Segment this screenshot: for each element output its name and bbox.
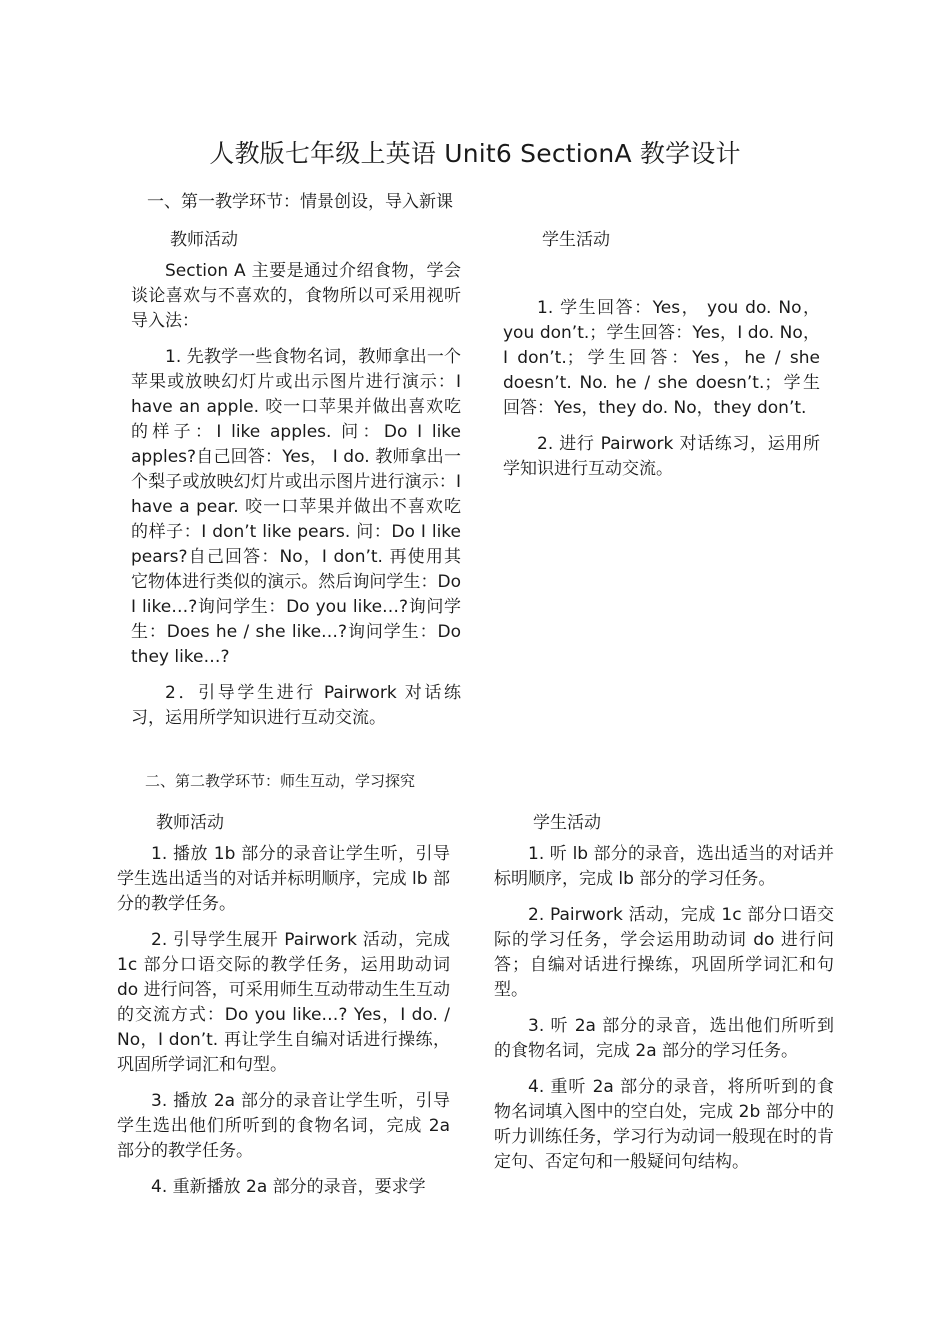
section1-student-label: 学生活动 (542, 230, 610, 250)
section1-teacher-paragraph: Section A 主要是通过介绍食物，学会谈论喜欢与不喜欢的，食物所以可采用视听导入法： (131, 261, 461, 331)
section2-student-column (494, 842, 834, 1175)
section1-teacher-paragraph: 2．引导学生进行 Pairwork 对话练习，运用所学知识进行互动交流。 (131, 683, 461, 728)
section2-student-paragraph: 1. 听 lb 部分的录音，选出适当的对话并标明顺序，完成 lb 部分的学习任务。 (494, 844, 834, 889)
section2-student-paragraph: 2. Pairwork 活动，完成 1c 部分口语交际的学习任务，学会运用助动词 do 进行问答；自编对话进行操练，巩固所学词汇和句型。 (494, 905, 834, 1000)
section1-heading: 一、第一教学环节：情景创设，导入新课 (147, 192, 453, 212)
section1-teacher-column (131, 259, 461, 731)
section1-teacher-paragraph: 1. 先教学一些食物名词，教师拿出一个苹果或放映幻灯片或出示图片进行演示：I have an apple. 咬一口苹果并做出喜欢吃的样子：I like apples. 问：Do I like apples?自己回答：Yes， I do. 教师拿出一个梨子或放映幻灯片或出示图片进行演示：I have a pear. 咬一口苹果并做出不喜欢吃的样子：I don’t like pears. 问：Do I like pears?自己回答：No，I don’t. 再使用其它物体进行类似的演示。然后询问学生：Do I like…?询问学生：Do you like…?询问学生：Does he / she like…?询问学生：Do they like…? (131, 347, 461, 667)
section1-student-paragraph: 2. 进行 Pairwork 对话练习，运用所学知识进行互动交流。 (503, 434, 820, 479)
section2-teacher-paragraph: 4. 重新播放 2a 部分的录音，要求学 (151, 1177, 426, 1197)
section2-heading: 二、第二教学环节：师生互动，学习探究 (145, 772, 416, 790)
section2-teacher-paragraph: 2. 引导学生展开 Pairwork 活动，完成 1c 部分口语交际的教学任务，运用助动词 do 进行问答，可采用师生互动带动生生互动的交流方式：Do you like…? Yes，I do. / No，I don’t. 再让学生自编对话进行操练，巩固所学词汇和句型。 (117, 930, 450, 1075)
section2-teacher-column (117, 842, 450, 1200)
section1-student-paragraph: 1. 学生回答：Yes， you do. No，you don’t.；学生回答：Yes，I do. No，I don’t.；学生回答：Yes，he / she doesn’t. No. he / she doesn’t.；学生回答：Yes，they do. No，they don’t. (503, 298, 820, 418)
document-title: 人教版七年级上英语 Unit6 SectionA 教学设计 (209, 139, 741, 168)
section2-student-paragraph: 4. 重听 2a 部分的录音，将所听到的食物名词填入图中的空白处，完成 2b 部分中的听力训练任务，学习行为动词一般现在时的肯定句、否定句和一般疑问句结构。 (494, 1077, 834, 1172)
section1-teacher-label: 教师活动 (170, 230, 238, 250)
section1-student-column (503, 296, 820, 482)
section2-student-paragraph: 3. 听 2a 部分的录音，选出他们所听到的食物名词，完成 2a 部分的学习任务。 (494, 1016, 834, 1061)
section2-teacher-paragraph: 1. 播放 1b 部分的录音让学生听，引导学生选出适当的对话并标明顺序，完成 lb 部分的教学任务。 (117, 844, 450, 914)
section2-student-label: 学生活动 (533, 813, 601, 833)
section2-teacher-label: 教师活动 (156, 813, 224, 833)
section2-teacher-paragraph: 3. 播放 2a 部分的录音让学生听，引导学生选出他们所听到的食物名词，完成 2a 部分的教学任务。 (117, 1091, 450, 1161)
